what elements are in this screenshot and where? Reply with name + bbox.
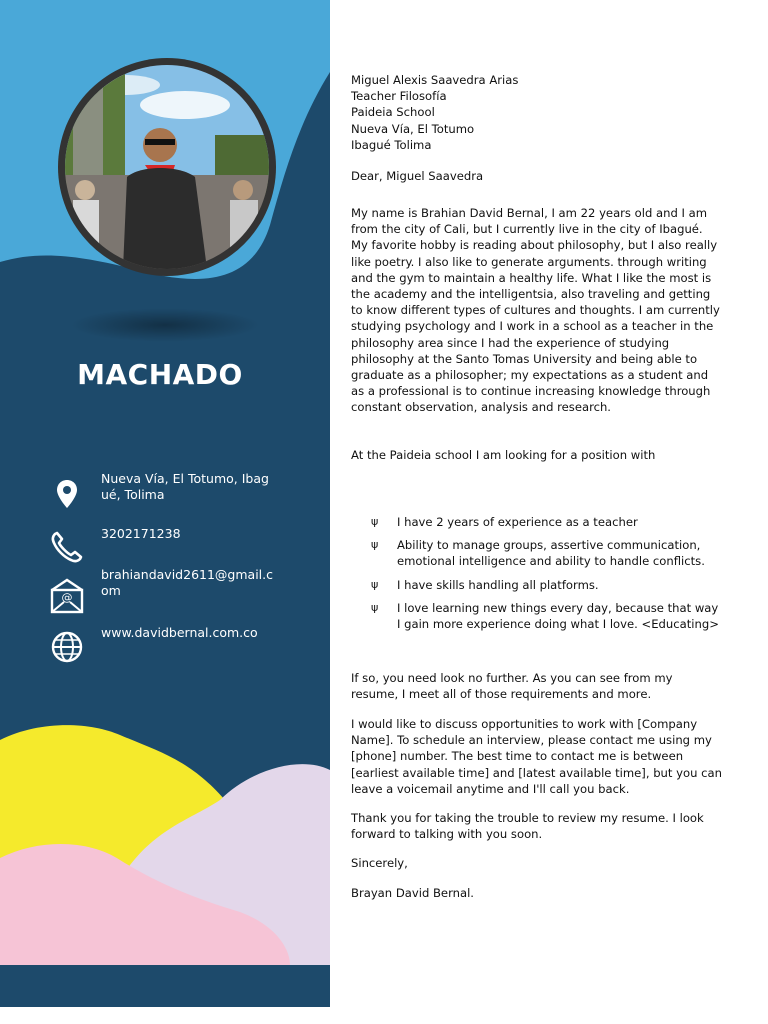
recipient-city: Ibagué Tolima	[351, 137, 432, 152]
intro-paragraph: My name is Brahian David Bernal, I am 22 years old and I am from the city of Cali, but I currently live in the city of Ibagué. My favorite hobby is reading about philosophy, but I also really like poetry. I also like to generate arguments. through writing and the gym to maintain a healthy life. What I like the most is the academy and the intelligentsia, also traveling and getting to know different types of cultures and thoughts. I am currently studying psychology and I work in a school as a teacher in the philosophy area since I had the experience of studying philosophy at the Santo Tomas University and being able to graduate as a philosopher; my expectations as a student and as a professional is to continue increasing knowledge through constant observation, analysis and research.	[351, 206, 720, 415]
list-item	[371, 600, 721, 632]
bullet-text: I love learning new things every day, because that way I gain more experience doing what I love. <Educating>	[397, 600, 719, 632]
position-line: At the Paideia school I am looking for a position with	[351, 448, 656, 462]
list-item	[371, 577, 721, 593]
qualifications-list	[371, 514, 721, 639]
signature: Brayan David Bernal.	[351, 886, 474, 900]
profile-photo	[65, 65, 269, 269]
svg-text:@: @	[61, 591, 73, 604]
name-shadow	[70, 308, 260, 342]
recipient-address: Nueva Vía, El Totumo	[351, 121, 475, 136]
recipient-block	[351, 72, 723, 153]
contact-email[interactable]: brahiandavid2611@gmail.com	[101, 567, 273, 598]
thanks-paragraph: Thank you for taking the trouble to review my resume. I look forward to talking with you soon.	[351, 811, 704, 842]
bullet-text: I have 2 years of experience as a teacher	[397, 515, 638, 529]
sidebar	[0, 0, 330, 1007]
list-item	[371, 514, 721, 530]
location-pin-icon	[46, 472, 88, 514]
contact-phone: 3202171238	[101, 526, 181, 541]
requirements-paragraph: If so, you need look no further. As you can see from my resume, I meet all of those requirements and more.	[351, 671, 673, 702]
bullet-symbol: ψ	[371, 538, 379, 552]
profile-photo-frame	[58, 58, 276, 276]
list-item	[371, 537, 721, 569]
recipient-name: Miguel Alexis Saavedra Arias	[351, 73, 519, 87]
bullet-text: I have skills handling all platforms.	[397, 577, 599, 592]
greeting: Dear, Miguel Saavedra	[351, 169, 484, 183]
bullet-symbol: ψ	[371, 515, 379, 528]
closing: Sincerely,	[351, 856, 408, 870]
bullet-symbol: ψ	[371, 600, 379, 614]
bullet-symbol: ψ	[371, 577, 379, 591]
recipient-school: Paideia School	[351, 105, 435, 120]
interview-paragraph: I would like to discuss opportunities to work with [Company Name]. To schedule an interview, please contact me using my [phone] number. The best time to contact me is between [earliest available time] and [latest available time], but you can leave a voicemail anytime and I'll call you back.	[351, 717, 722, 796]
globe-icon	[46, 626, 88, 668]
email-icon	[46, 576, 88, 618]
contact-address: Nueva Vía, El Totumo, Ibagué, Tolima	[101, 471, 269, 502]
name-heading: MACHADO	[77, 358, 243, 391]
contact-website[interactable]: www.davidbernal.com.co	[101, 625, 258, 640]
recipient-title: Teacher Filosofía	[351, 89, 447, 104]
phone-icon	[46, 526, 88, 568]
bullet-text: Ability to manage groups, assertive communication, emotional intelligence and ability to handle conflicts.	[397, 538, 705, 569]
